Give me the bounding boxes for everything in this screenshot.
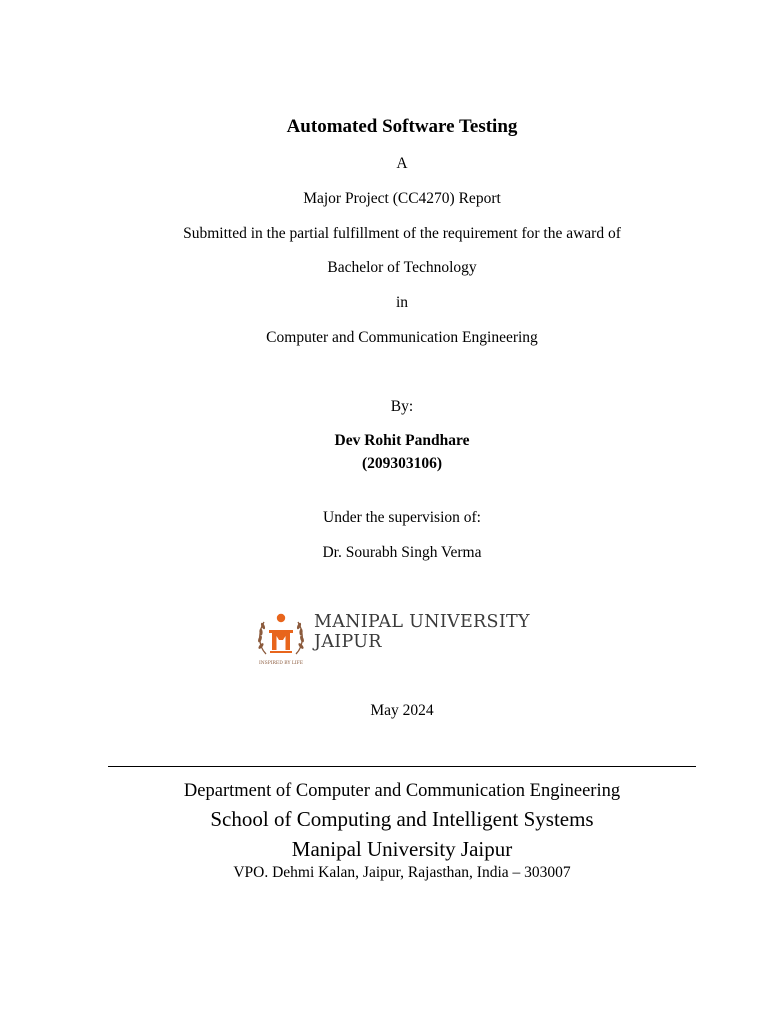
author-name: Dev Rohit Pandhare — [334, 432, 470, 449]
article-a: A — [396, 155, 408, 172]
school-name: School of Computing and Intelligent Systems — [210, 807, 594, 831]
supervision-label: Under the supervision of: — [323, 509, 481, 526]
branch-name: Computer and Communication Engineering — [266, 329, 538, 346]
university-emblem-icon — [252, 608, 312, 668]
project-description: Major Project (CC4270) Report — [303, 190, 501, 207]
university-name: Manipal University Jaipur — [291, 837, 513, 861]
in-connector: in — [395, 294, 409, 311]
roll-number: (209303106) — [361, 455, 443, 472]
report-title: Automated Software Testing — [286, 116, 518, 137]
submission-date: May 2024 — [370, 702, 434, 719]
logo-motto: INSPIRED BY LIFE — [258, 661, 304, 666]
university-address: VPO. Dehmi Kalan, Jaipur, Rajasthan, India – 303007 — [233, 864, 571, 881]
footer-divider — [108, 766, 696, 767]
university-logo — [252, 608, 552, 668]
by-label: By: — [390, 398, 414, 415]
logo-city-name: JAIPUR — [314, 632, 382, 652]
submission-statement: Submitted in the partial fulfillment of the requirement for the award of — [183, 225, 621, 242]
supervisor-name: Dr. Sourabh Singh Verma — [322, 544, 482, 561]
logo-university-name: MANIPAL UNIVERSITY — [314, 612, 530, 632]
department-name: Department of Computer and Communication Engineering — [183, 781, 621, 801]
degree-name: Bachelor of Technology — [327, 259, 477, 276]
